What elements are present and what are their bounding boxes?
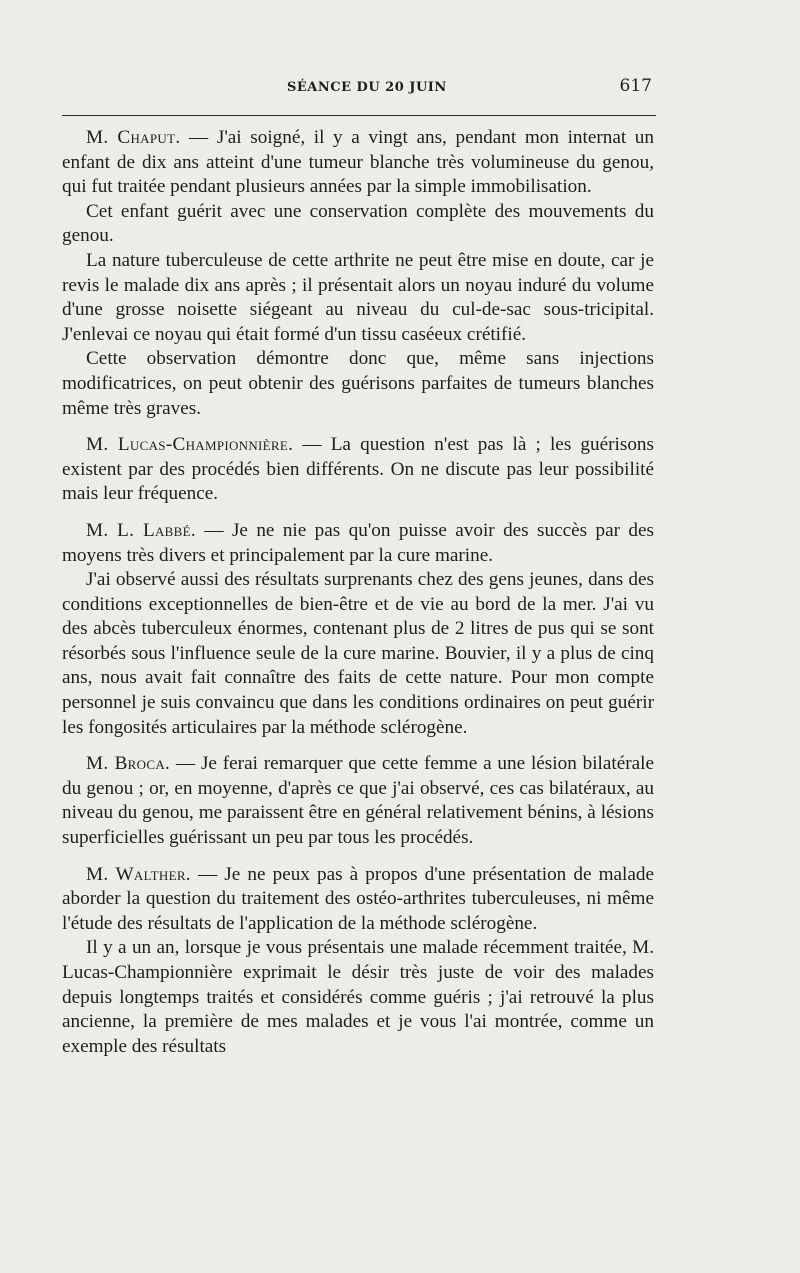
speaker-name: M. L. Labbé. [86,519,196,541]
paragraph [62,433,654,507]
paragraph [62,568,654,740]
paragraph-text: Cette observation démontre donc que, même sans injections modificatrices, on peut obtenir des guérisons parfaites de tumeurs blanches même très graves. [62,348,654,419]
paragraph [62,519,654,568]
paragraph-text: — J'ai soigné, il y a vingt ans, pendant mon internat un enfant de dix ans atteint d'une tumeur blanche très volumineuse du genou, qui fut traitée pendant plusieurs années par la simple immobilisation. [62,127,654,198]
speaker-name: M. Chaput. [86,127,181,148]
page-number: 617 [619,76,652,96]
speaker-name: M. Walther. [86,863,191,885]
speaker-name: M. Lucas-Championnière. [86,434,294,456]
paragraph [62,200,654,249]
paragraph-text: — Je ne peux pas à propos d'une présentation de malade aborder la question du traitement des ostéo-arthrites tuberculeuses, ni même l'étude des résultats de l'application de la méthode sclérogène. [62,863,654,934]
paragraph [62,347,654,421]
body-text [62,126,654,1059]
paragraph-text: — Je ferai remarquer que cette femme a une lésion bilatérale du genou ; or, en moyenne, d'après ce que j'ai observé, ces cas bilatéraux, au niveau du genou, me paraissent être en général relativement bénins, à lésions superficielles guérissant un peu par tous les procédés. [62,753,654,849]
paragraph [62,936,654,1059]
paragraph [62,863,654,937]
paragraph [62,249,654,347]
paragraph-text: Il y a un an, lorsque je vous présentais une malade récemment traitée, M. Lucas-Championnière exprimait le désir très juste de voir des malades depuis longtemps traités et considérés comme guéris ; j'ai retrouvé la plus ancienne, la première de mes malades et je vous l'ai montrée, comme un exemple des résultats [62,937,654,1057]
page-header [62,76,656,98]
paragraph [62,126,654,200]
speaker-name: M. Broca. [86,753,171,775]
paragraph-text: J'ai observé aussi des résultats surprenants chez des gens jeunes, dans des conditions exceptionnelles de bien-être et de vie au bord de la mer. J'ai vu des abcès tuberculeux énormes, contenant plus de 2 litres de pus qui se sont résorbés sous l'influence seule de la cure marine. Bouvier, il y a plus de cinq ans, nous avait fait connaître des faits de cette nature. Pour mon compte personnel je suis convaincu que dans les conditions ordinaires on peut guérir les fongosités articulaires par la méthode sclérogène. [62,569,654,738]
paragraph-text: Cet enfant guérit avec une conservation complète des mouvements du genou. [62,200,654,247]
header-rule [62,115,656,116]
running-title: SÉANCE DU 20 JUIN [287,80,447,95]
paragraph-text: — Je ne nie pas qu'on puisse avoir des succès par des moyens très divers et principalement par la cure marine. [62,519,654,566]
paragraph-text: — La question n'est pas là ; les guérisons existent par des procédés bien différents. On ne discute pas leur possibilité mais leur fréquence. [62,434,654,505]
paragraph-text: La nature tuberculeuse de cette arthrite ne peut être mise en doute, car je revis le malade dix ans après ; il présentait alors un noyau induré du volume d'une grosse noisette siégeant au niveau du cul-de-sac sous-tricipital. J'enlevai ce noyau qui était formé d'un tissu caséeux crétifié. [62,249,654,345]
paragraph [62,752,654,850]
